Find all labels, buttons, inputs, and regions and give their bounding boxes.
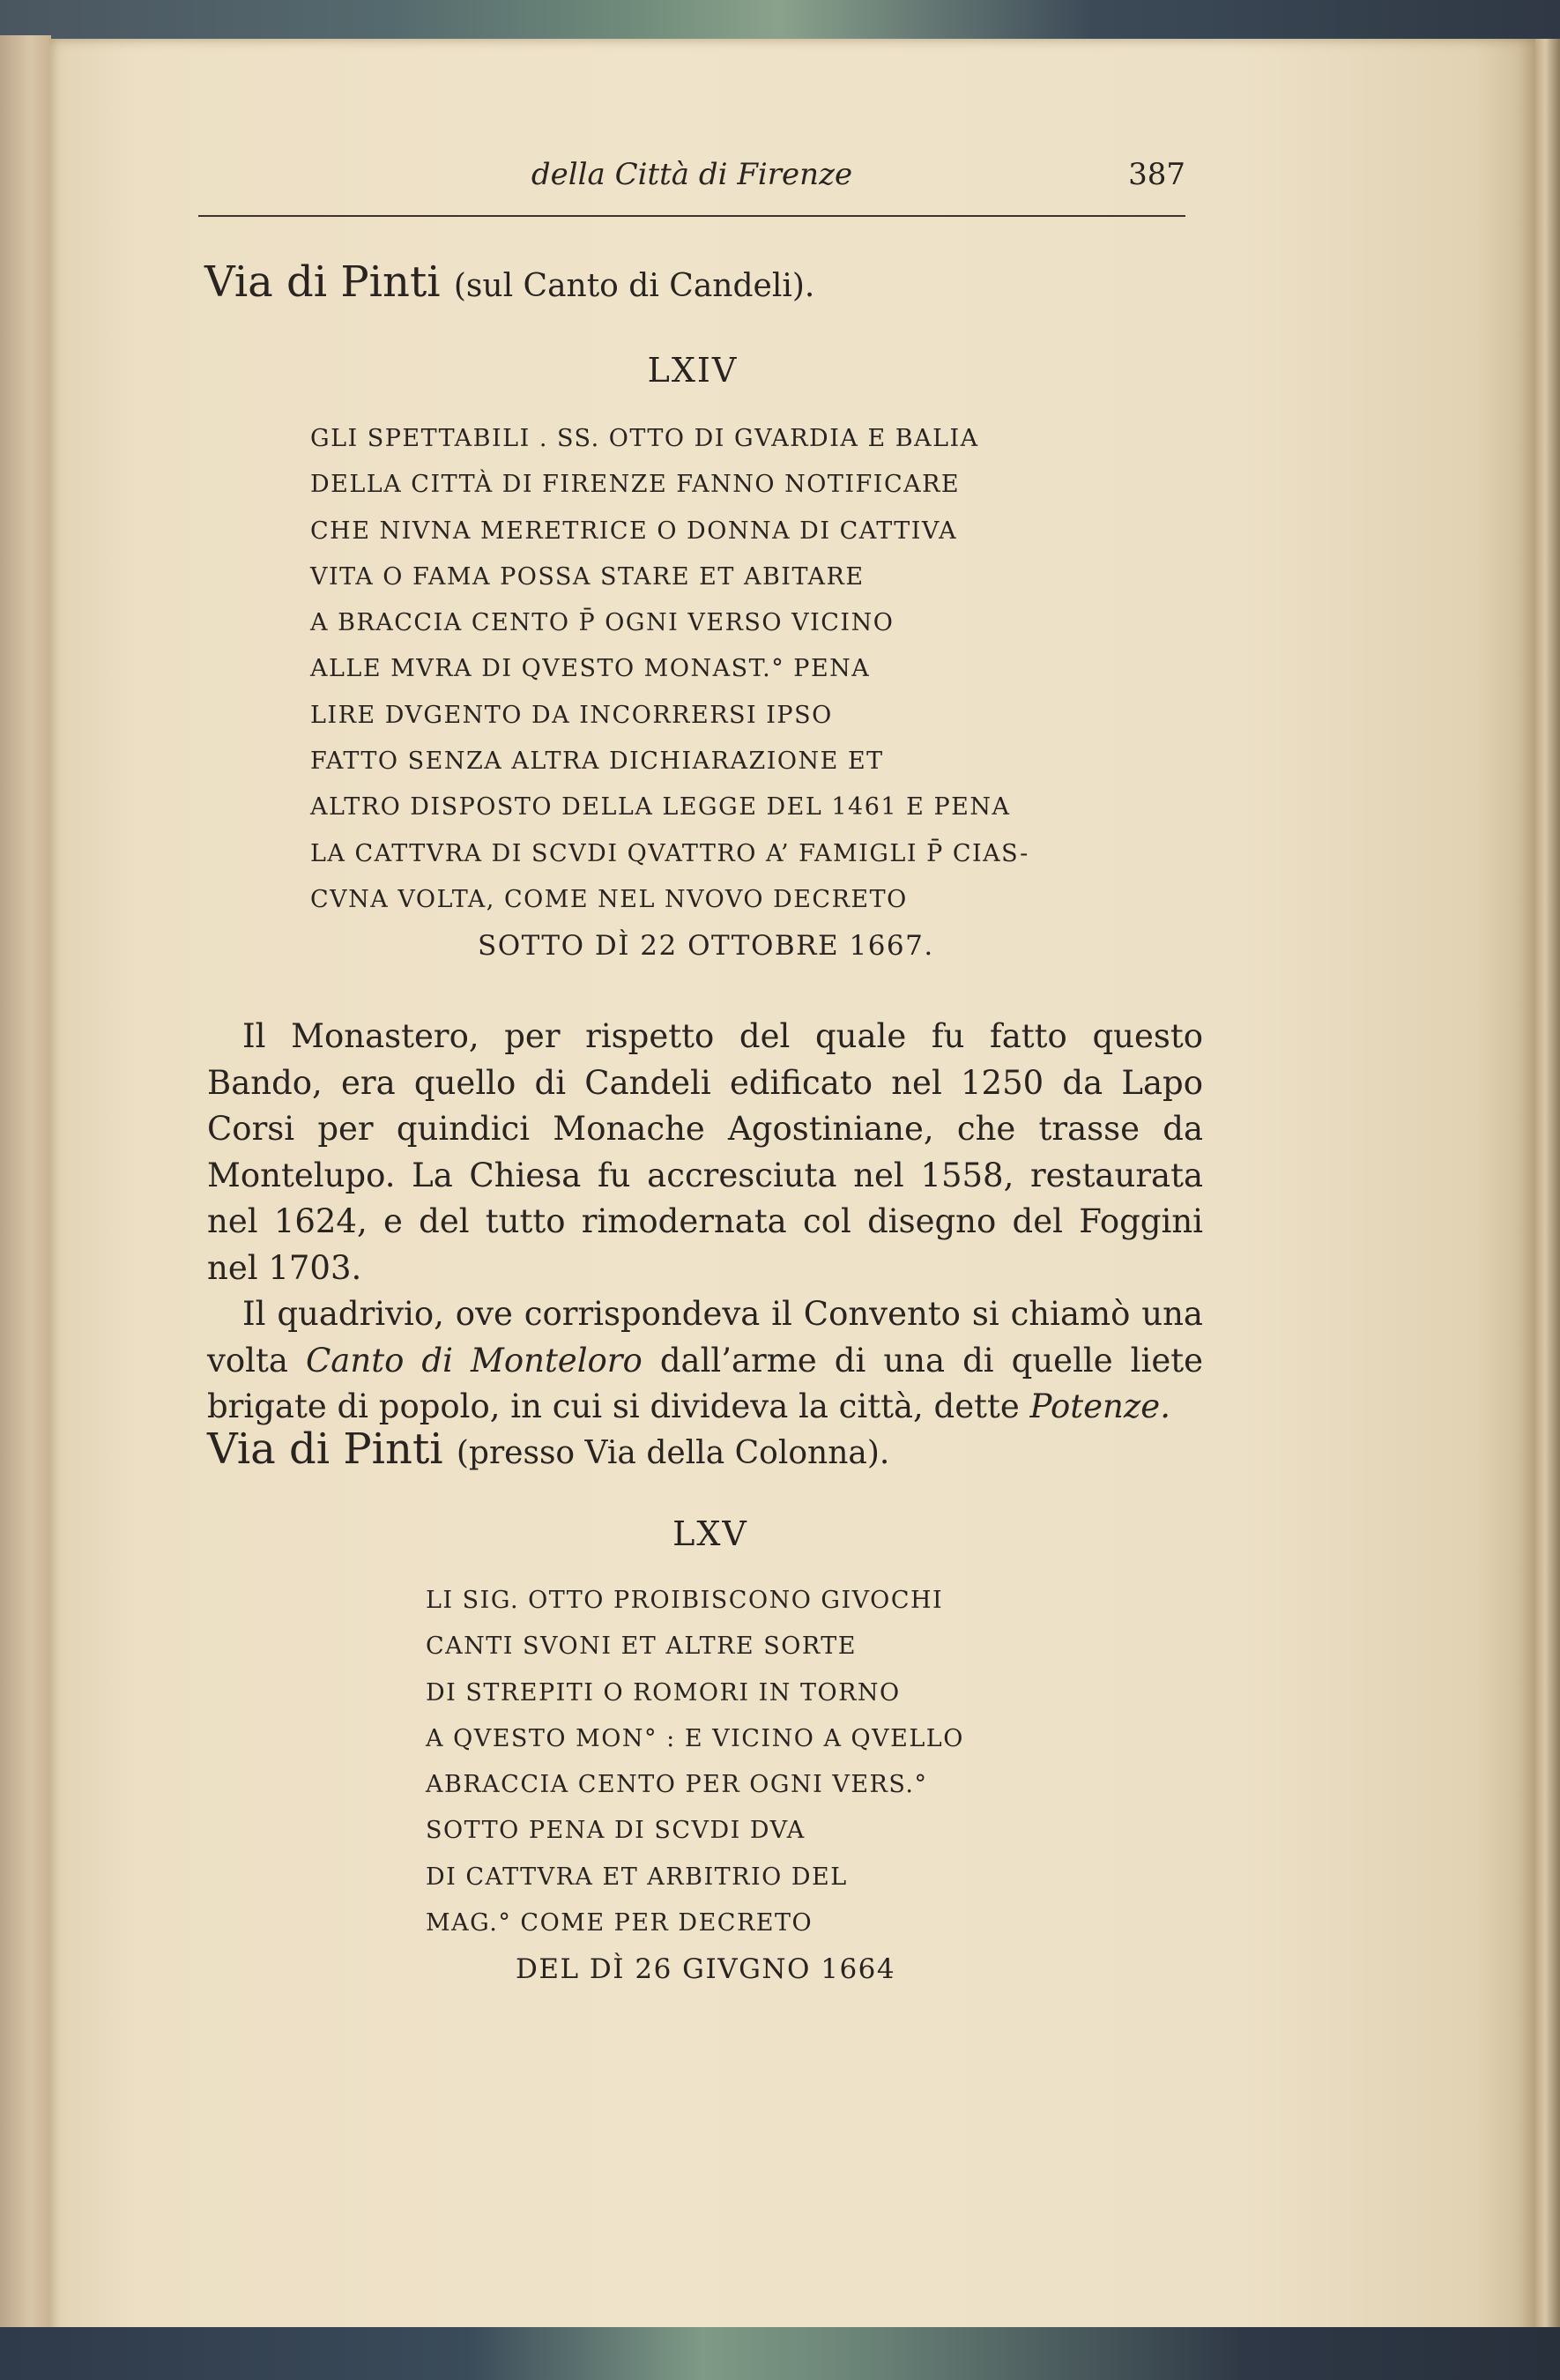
street-location: (sul Canto di Candeli).: [453, 268, 815, 304]
inscription-line: SOTTO PENA DI SCVDI DVA: [426, 1817, 806, 1845]
inscription-line: A BRACCIA CENTO P̄ OGNI VERSO VICINO: [310, 609, 895, 637]
inscription-line: CHE NIVNA MERETRICE O DONNA DI CATTIVA: [310, 517, 958, 545]
commentary: [207, 1014, 1203, 1431]
inscription-number-1: LXIV: [647, 351, 739, 390]
section-heading-2: [207, 1424, 889, 1474]
left-binding-edge: [0, 35, 51, 2354]
inscription-line: ABRACCIA CENTO PER OGNI VERS.°: [426, 1771, 928, 1799]
paragraph-text: dall’arme di una di quelle liete brigate di popolo, in cui si divideva la città, dette: [207, 1341, 1203, 1425]
inscription-date: DEL DÌ 26 GIVGNO 1664: [516, 1953, 896, 1986]
section-heading-1: [204, 257, 814, 307]
commentary-paragraph-1: Il Monastero, per rispetto del quale fu fatto questo Bando, era quello di Candeli edificato nel 1250 da Lapo Corsi per quindici Monache Agostiniane, che trasse da Montelupo. La Chiesa fu accresciuta nel 1558, restaurata nel 1624, e del tutto rimodernata col disegno del Foggini nel 1703.: [207, 1017, 1203, 1287]
italic-term: Canto di Monteloro: [306, 1341, 643, 1380]
inscription-2: [426, 1578, 964, 1993]
inscription-line: GLI SPETTABILI . SS. OTTO DI GVARDIA E BALIA: [310, 425, 979, 452]
inscription-line: DELLA CITTÀ DI FIRENZE FANNO NOTIFICARE: [310, 471, 961, 499]
inscription-line: DI STREPITI O ROMORI IN TORNO: [426, 1678, 901, 1707]
inscription-line: ALTRO DISPOSTO DELLA LEGGE DEL 1461 E PENA: [310, 793, 1011, 822]
page-number: 387: [1128, 157, 1185, 192]
inscription-line: A QVESTO MON° : E VICINO A QVELLO: [426, 1724, 964, 1752]
inscription-1: [310, 416, 1029, 970]
inscription-line: DI CATTVRA ET ARBITRIO DEL: [426, 1863, 848, 1891]
street-location: (presso Via della Colonna).: [456, 1435, 890, 1471]
inscription-line: VITA O FAMA POSSA STARE ET ABITARE: [310, 562, 865, 591]
street-name: Via di Pinti: [207, 1424, 443, 1474]
inscription-line: LI SIG. OTTO PROIBISCONO GIVOCHI: [426, 1587, 944, 1614]
right-page-edge: [1535, 39, 1560, 2354]
inscription-line: LA CATTVRA DI SCVDI QVATTRO A’ FAMIGLI P̄ CIAS-: [310, 839, 1029, 867]
inscription-line: MAG.° COME PER DECRETO: [426, 1909, 813, 1937]
italic-term: Potenze.: [1029, 1387, 1170, 1425]
inscription-line: FATTO SENZA ALTRA DICHIARAZIONE ET: [310, 747, 884, 776]
header-rule: [198, 215, 1185, 217]
inscription-number-2: LXV: [672, 1514, 748, 1553]
paragraph-text: Il quadrivio, ove corrispondeva il Convento si chiamò una volta: [207, 1295, 1203, 1380]
inscription-date: SOTTO DÌ 22 OTTOBRE 1667.: [478, 930, 934, 963]
inscription-line: LIRE DVGENTO DA INCORRERSI IPSO: [310, 701, 833, 729]
running-header: [198, 157, 1185, 201]
inscription-line: ALLE MVRA DI QVESTO MONAST.° PENA: [310, 655, 871, 683]
inscription-line: CVNA VOLTA, COME NEL NVOVO DECRETO: [310, 885, 908, 913]
street-name: Via di Pinti: [204, 257, 441, 307]
commentary-paragraph-2: [207, 1291, 1203, 1431]
inscription-line: CANTI SVONI ET ALTRE SORTE: [426, 1633, 857, 1661]
bottom-edge-marbled-cover: [0, 2327, 1560, 2380]
running-title: della Città di Firenze: [531, 157, 853, 192]
